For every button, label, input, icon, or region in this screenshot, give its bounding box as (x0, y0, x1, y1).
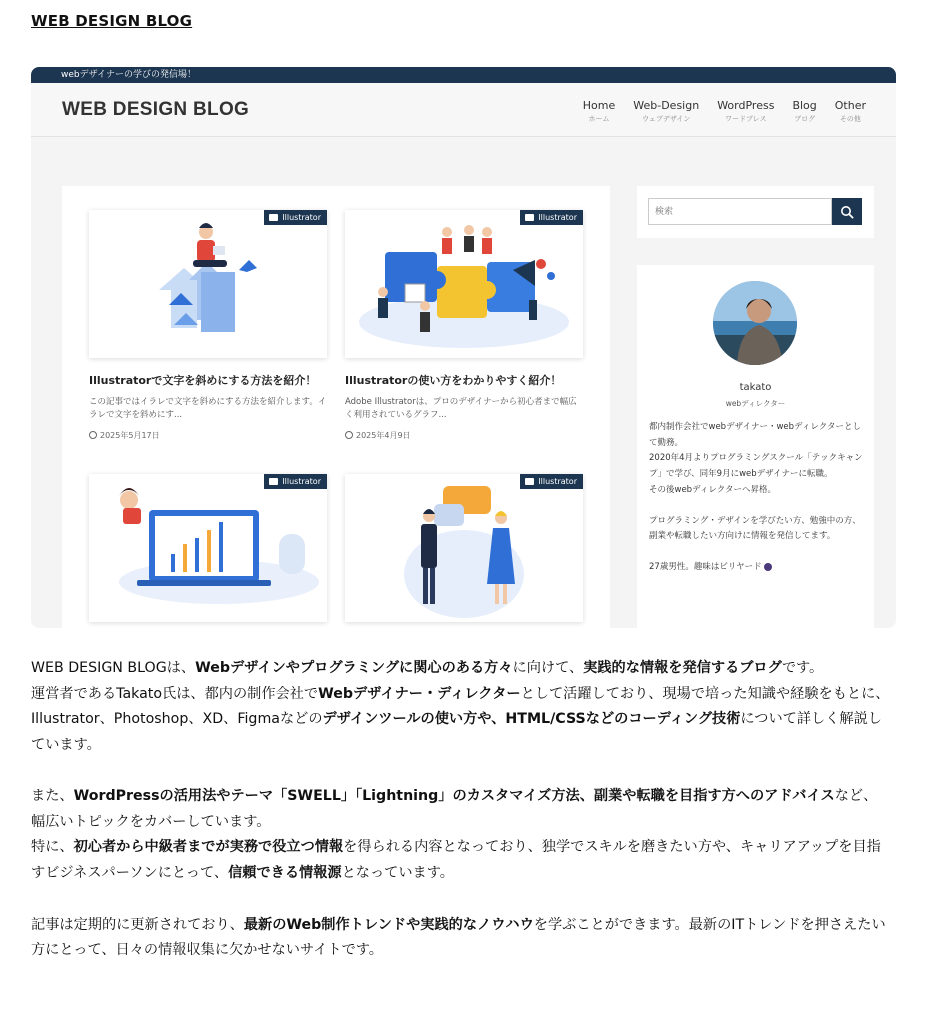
site-screenshot (31, 67, 896, 628)
profile-bio-line: 2020年4月よりプログラミングスクール「テックキャンプ」で学び、同年9月にwebデザイナーに転職。 (649, 453, 863, 480)
profile-bio-line: その後webディレクターへ昇格。 (649, 484, 777, 495)
profile-bio (649, 420, 863, 576)
profile-role: webディレクター (725, 399, 786, 408)
description-paragraph (31, 913, 891, 964)
folder-icon (269, 214, 278, 221)
search-button[interactable] (832, 198, 862, 225)
post-card[interactable] (345, 474, 583, 622)
text: です。 (781, 660, 824, 676)
folder-icon (525, 214, 534, 221)
post-date-text: 2025年5月17日 (100, 430, 160, 440)
nav-sublabel: その他 (839, 115, 861, 123)
category-label: Illustrator (282, 477, 321, 486)
post-card[interactable] (345, 210, 583, 441)
description-paragraph (31, 835, 891, 886)
nav-item-wordpress[interactable] (717, 99, 774, 124)
site-header (31, 83, 896, 137)
category-label: Illustrator (282, 213, 321, 222)
folder-icon (525, 478, 534, 485)
category-tag[interactable] (264, 474, 327, 489)
bold-text: デザインツールの使い方や、HTML/CSSなどのコーディング技術 (322, 711, 741, 728)
text: を学ぶことができます。最新のITトレンドを押さえたい方にとって、日々の情報収集に欠かせないサイトです。 (31, 916, 886, 959)
profile-bio-text: 27歳男性。趣味はビリヤード (649, 562, 762, 573)
bold-text: 最新のWeb制作トレンドや実践的なノウハウ (243, 916, 534, 933)
nav-label: WordPress (717, 99, 775, 112)
category-tag[interactable] (520, 474, 583, 489)
bold-text: Webデザイナー・ディレクター (318, 685, 521, 702)
post-title[interactable]: Illustratorで文字を斜めにする方法を紹介！ (89, 374, 317, 387)
text: に向けて、 (512, 660, 584, 676)
post-thumbnail[interactable] (89, 474, 327, 622)
nav-item-blog[interactable] (792, 99, 816, 124)
profile-bio-line: プログラミング・デザインを学びたい方、勉強中の方、副業や転職したい方向けに情報を発信してます。 (649, 515, 861, 542)
post-card[interactable] (89, 210, 327, 441)
post-excerpt: Adobe Illustratorは、プロのデザイナーから初心者まで幅広く利用されているグラフ... (345, 397, 577, 420)
text: 運営者であるTakato氏は、都内の制作会社で (31, 685, 319, 702)
nav-label: Web-Design (633, 99, 700, 112)
category-tag[interactable] (264, 210, 327, 225)
site-tagline-bar: webデザイナーの学びの発信場！ (31, 67, 896, 83)
billiard-ball-icon (764, 563, 772, 571)
text: など、幅広いトピックをカバーしています。 (31, 788, 878, 830)
description-paragraph (31, 656, 891, 682)
search-icon (840, 205, 854, 219)
nav-sublabel: ブログ (794, 115, 816, 123)
description-paragraph (31, 682, 891, 759)
nav-label: Other (834, 99, 866, 112)
category-label: Illustrator (538, 213, 577, 222)
page-title-link[interactable]: WEB DESIGN BLOG (31, 12, 193, 30)
illustration-arrows-image (89, 210, 327, 358)
illustration-conversation-image (345, 474, 583, 622)
search-input[interactable] (648, 198, 832, 225)
text: として活躍しており、現場で培った知識や経験をもとに、Illustrator、Photoshop、XD、Figmaなどの (31, 685, 890, 728)
nav-sublabel: ワードプレス (725, 115, 767, 123)
bold-text: Webデザインやプログラミングに関心のある方々 (195, 660, 513, 676)
profile-name: takato (739, 382, 772, 393)
bold-text: WordPressの活用法やテーマ「SWELL」「Lightning」のカスタマイズ方法、副業や転職を目指す方へのアドバイス (73, 788, 835, 805)
site-description (31, 656, 891, 964)
post-date (345, 430, 583, 441)
nav-item-home[interactable] (583, 99, 615, 124)
nav-label: Home (582, 99, 616, 112)
profile-bio-line: 都内制作会社でwebデザイナー・webディレクターとして勤務。 (649, 422, 862, 448)
profile-photo (713, 281, 797, 365)
bold-text: 信頼できる情報源 (228, 864, 342, 881)
text: 特に、 (31, 839, 74, 856)
bold-text: 初心者から中級者までが実務で役立つ情報 (73, 839, 344, 856)
text: について詳しく解説しています。 (31, 711, 882, 753)
illustration-chart-laptop-image (89, 474, 327, 622)
site-logo[interactable]: WEB DESIGN BLOG (62, 99, 250, 120)
text: を得られる内容となっており、独学でスキルを磨きたい方や、キャリアアップを目指すビジネスパーソンにとって、 (31, 839, 881, 881)
post-excerpt: この記事ではイラレで文字を斜めにする方法を紹介します。イラレで文字を斜めにす... (89, 397, 327, 420)
nav-label: Blog (792, 99, 817, 112)
text: WEB DESIGN BLOGは、 (31, 660, 196, 676)
clock-icon (345, 431, 353, 439)
profile-widget (637, 265, 874, 628)
post-date-text: 2025年4月9日 (356, 430, 411, 440)
post-card[interactable] (89, 474, 327, 622)
search-widget (637, 186, 874, 238)
text: 記事は定期的に更新されており、 (31, 916, 244, 933)
nav-item-other[interactable] (835, 99, 866, 124)
post-thumbnail[interactable] (345, 474, 583, 622)
post-thumbnail[interactable] (345, 210, 583, 358)
clock-icon (89, 431, 97, 439)
post-thumbnail[interactable] (89, 210, 327, 358)
global-nav (583, 99, 866, 124)
bold-text: 実践的な情報を発信するブログ (583, 660, 782, 676)
description-paragraph (31, 784, 891, 835)
category-tag[interactable] (520, 210, 583, 225)
folder-icon (269, 478, 278, 485)
post-date (89, 430, 327, 441)
post-list (62, 186, 610, 628)
category-label: Illustrator (538, 477, 577, 486)
avatar (713, 281, 797, 365)
nav-item-web-design[interactable] (633, 99, 699, 124)
post-title[interactable]: Illustratorの使い方をわかりやすく紹介！ (345, 374, 562, 387)
illustration-puzzle-team-image (345, 210, 583, 358)
profile-bio-line (649, 560, 863, 576)
text: また、 (31, 788, 74, 805)
nav-sublabel: ウェブデザイン (642, 115, 691, 123)
nav-sublabel: ホーム (588, 115, 610, 123)
text: となっています。 (341, 864, 454, 881)
